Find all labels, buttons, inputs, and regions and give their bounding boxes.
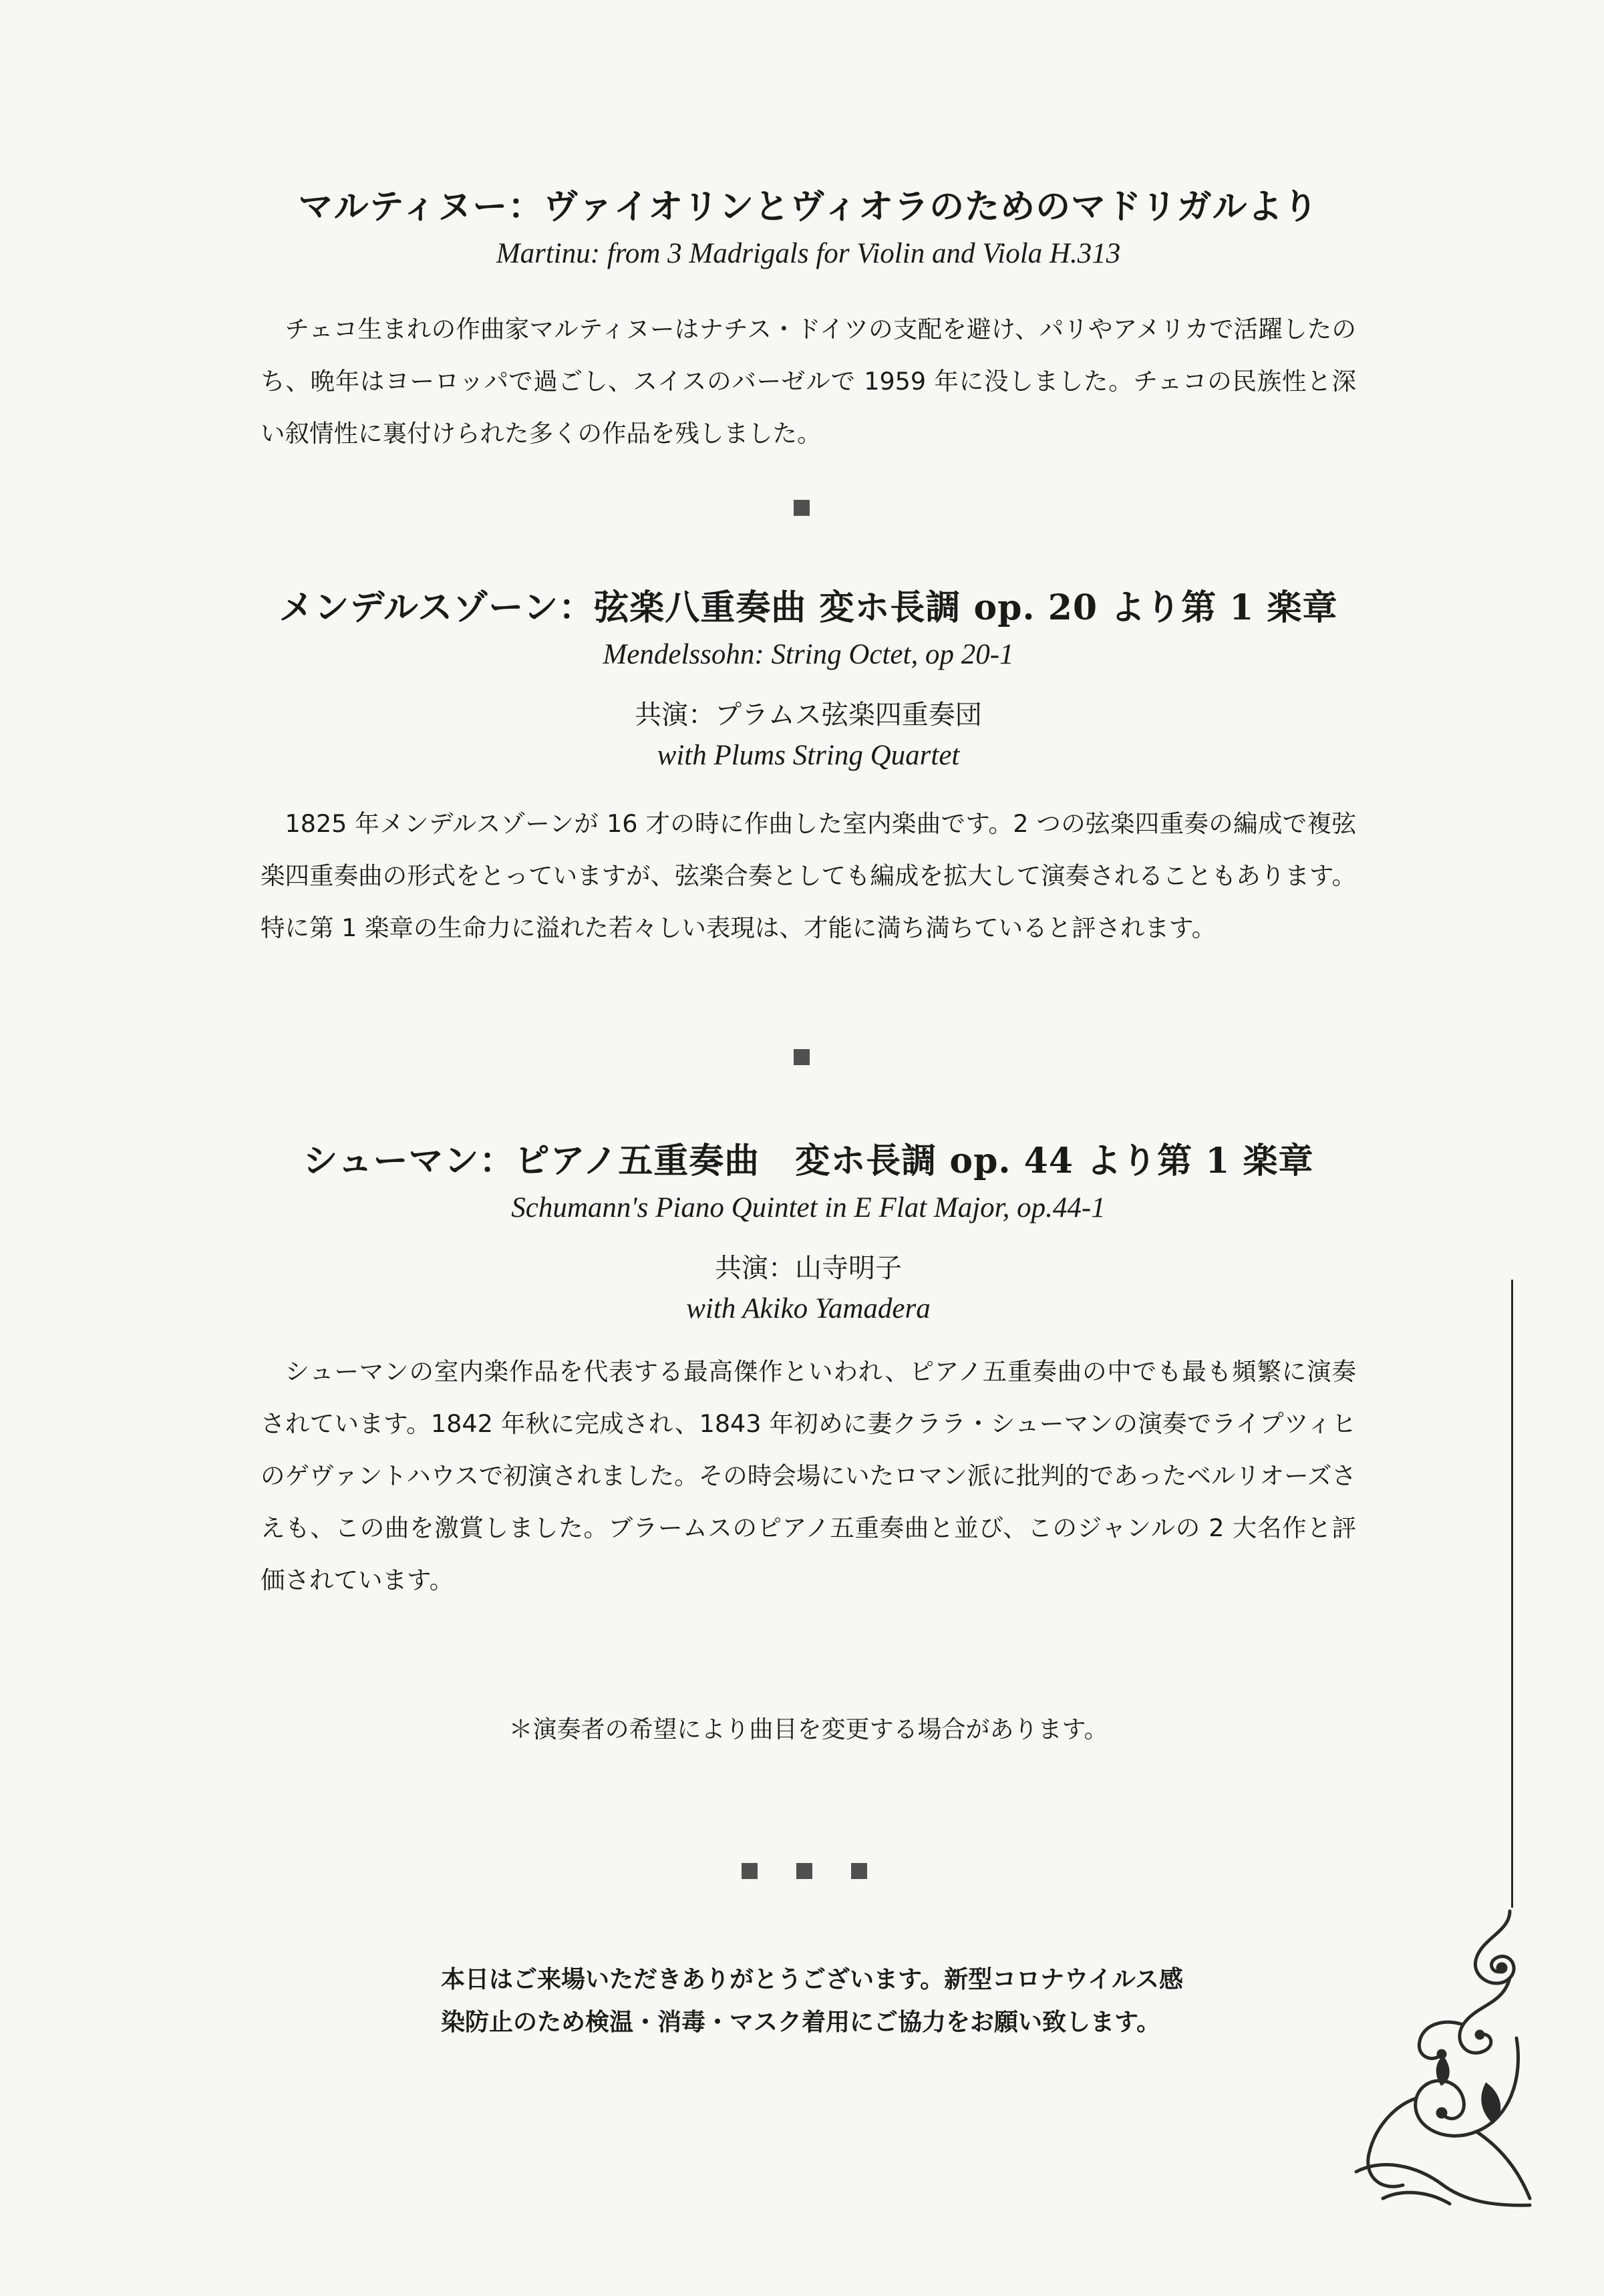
piece-description: 1825 年メンデルスゾーンが 16 才の時に作曲した室内楽曲です。2 つの弦楽四重奏の編成で複弦楽四重奏曲の形式をとっていますが、弦楽合奏としても編成を拡大して演奏されることもあります。特に第 1 楽章の生命力に溢れた若々しい表現は、才能に満ち満ちていると評されます。 (261, 809, 1356, 942)
performer-en: with Akiko Yamadera (686, 1293, 931, 1324)
piece-title-en: Martinu: from 3 Madrigals for Violin and Viola H.313 (496, 238, 1121, 269)
piece-title-en: Schumann's Piano Quintet in E Flat Major, op.44-1 (511, 1192, 1106, 1224)
piece-title-ja: マルティヌー：ヴァイオリンとヴィオラのためのマドリガルより (298, 186, 1319, 227)
section-divider (794, 500, 810, 516)
piece-title-ja: メンデルスゾーン：弦楽八重奏曲 変ホ長調 op. 20 より第 1 楽章 (279, 587, 1338, 628)
performer-ja: 共演：山寺明子 (715, 1253, 902, 1284)
section-divider (794, 1049, 810, 1065)
closing-message: 本日はご来場いただきありがとうございます。新型コロナウイルス感染防止のため検温・消毒・マスク着用にご協力をお願い致します。 (441, 1966, 1183, 2036)
program-change-note: ＊演奏者の希望により曲目を変更する場合があります。 (508, 1716, 1108, 1743)
section-divider (742, 1863, 758, 1879)
piece-description: チェコ生まれの作曲家マルティヌーはナチス・ドイツの支配を避け、パリやアメリカで活躍したのち、晩年はヨーロッパで過ごし、スイスのバーゼルで 1959 年に没しました。チェコの民族性と深い叙情性に裏付けられた多くの作品を残しました。 (261, 315, 1356, 448)
flourish-ornament-icon (1343, 1904, 1543, 2212)
section-divider (796, 1863, 812, 1879)
section-divider (851, 1863, 867, 1879)
program-item-schumann (261, 1135, 1356, 1606)
decorative-line (1511, 1280, 1513, 1908)
performer-en: with Plums String Quartet (657, 740, 960, 771)
performer-ja: 共演：プラムス弦楽四重奏団 (635, 700, 982, 730)
piece-title-ja: シューマン：ピアノ五重奏曲 変ホ長調 op. 44 より第 1 楽章 (303, 1141, 1314, 1181)
piece-title-en: Mendelssohn: String Octet, op 20-1 (603, 639, 1014, 670)
piece-description: シューマンの室内楽作品を代表する最高傑作といわれ、ピアノ五重奏曲の中でも最も頻繁に演奏されています。1842 年秋に完成され、1843 年初めに妻クララ・シューマンの演奏でライプツィヒのゲヴァントハウスで初演されました。その時会場にいたロマン派に批判的であったベルリオーズさえも、この曲を激賞しました。ブラームスのピアノ五重奏曲と並び、このジャンルの 2 大名作と評価されています。 (261, 1357, 1356, 1594)
program-item-martinu (261, 180, 1356, 460)
program-item-mendelssohn (261, 581, 1356, 954)
